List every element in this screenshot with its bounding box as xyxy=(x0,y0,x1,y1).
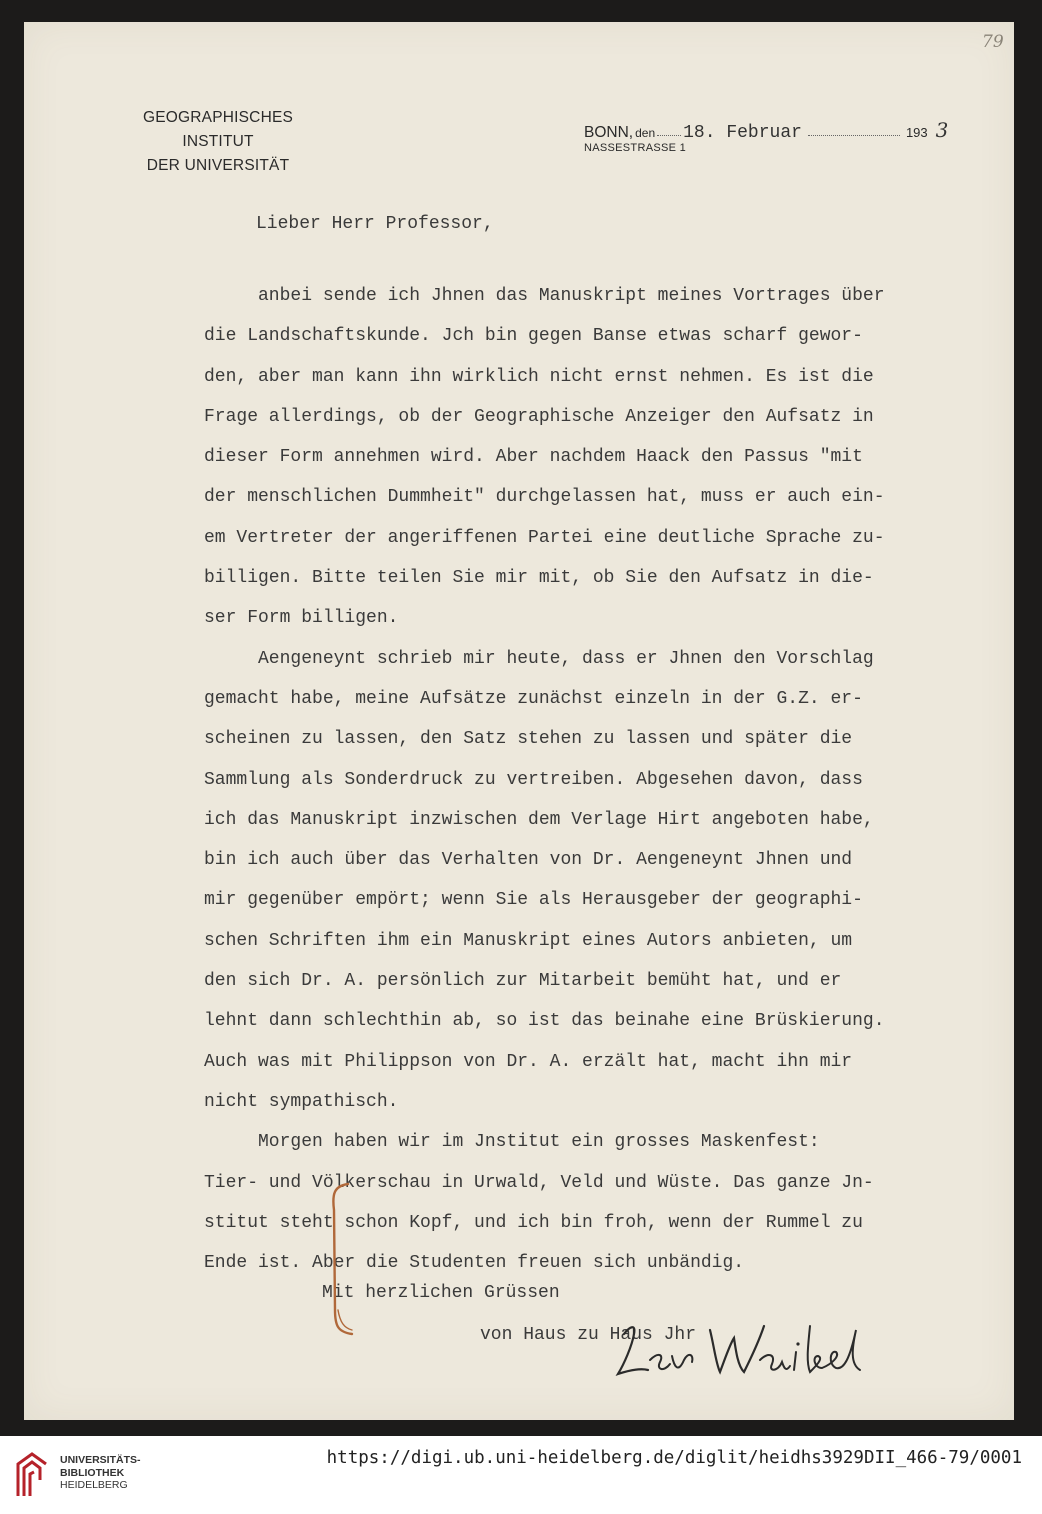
letter-sheet xyxy=(24,22,1014,1420)
closing: Mit herzlichen Grüssen xyxy=(322,1283,560,1303)
letter-line: den, aber man kann ihn wirklich nicht ernst nehmen. Es ist die xyxy=(204,366,874,387)
dotted-rule xyxy=(808,135,900,136)
letter-line: die Landschaftskunde. Jch bin gegen Banse etwas scharf gewor- xyxy=(204,326,863,347)
dotted-rule xyxy=(657,135,681,136)
letter-line: scheinen zu lassen, den Satz stehen zu lassen und später die xyxy=(204,729,853,750)
letter-line: den sich Dr. A. persönlich zur Mitarbeit bemüht hat, und er xyxy=(204,971,842,992)
letter-line: der menschlichen Dummheit" durchgelassen hat, muss er auch ein- xyxy=(204,487,885,508)
valediction: von Haus zu Haus Jhr xyxy=(480,1325,697,1345)
letterhead-line1: GEOGRAPHISCHES INSTITUT xyxy=(142,109,294,150)
dateline-street: NASSESTRASSE 1 xyxy=(584,142,687,154)
letter-line: nicht sympathisch. xyxy=(204,1091,399,1112)
dateline-year-digit: 3 xyxy=(935,118,949,142)
letter-line: em Vertreter der angeriffenen Partei eine deutliche Sprache zu- xyxy=(204,527,885,548)
bracket-mark-icon xyxy=(322,1180,358,1340)
letter-line: anbei sende ich Jhnen das Manuskript meines Vortrages über xyxy=(204,286,885,306)
letter-line: bin ich auch über das Verhalten von Dr. Aengeneynt Jhnen und xyxy=(204,850,853,871)
dateline-den: den xyxy=(635,126,656,140)
letter-line: billigen. Bitte teilen Sie mir mit, ob Sie den Aufsatz in die- xyxy=(204,568,874,589)
dateline-year-prefix: 193 xyxy=(905,125,928,140)
letter-line: ser Form billigen. xyxy=(204,608,399,629)
letterhead xyxy=(108,106,328,178)
letter-line: Ende ist. Aber die Studenten freuen sich unbändig. xyxy=(204,1253,745,1274)
signature-handwriting-icon xyxy=(610,1316,880,1386)
source-url-link[interactable]: https://digi.ub.uni-heidelberg.de/diglit/heidhs3929DII_466-79/0001 xyxy=(326,1448,1022,1468)
letter-line: dieser Form annehmen wird. Aber nachdem Haack den Passus "mit xyxy=(204,447,863,468)
dateline xyxy=(584,118,948,154)
letter-line: lehnt dann schlechthin ab, so ist das beinahe eine Brüskierung. xyxy=(204,1011,885,1032)
letter-line: gemacht habe, meine Aufsätze zunächst einzeln in der G.Z. er- xyxy=(204,688,863,709)
library-name-line3: HEIDELBERG xyxy=(60,1479,128,1491)
letter-line: Tier- und Völkerschau in Urwald, Veld und Wüste. Das ganze Jn- xyxy=(204,1172,874,1193)
letter-line: mir gegenüber empört; wenn Sie als Herausgeber der geographi- xyxy=(204,890,863,911)
page-number: 79 xyxy=(982,32,1004,52)
letter-line: stitut steht schon Kopf, und ich bin froh, wenn der Rummel zu xyxy=(204,1212,863,1233)
letter-line: Morgen haben wir im Jnstitut ein grosses Maskenfest: xyxy=(204,1132,820,1153)
footer-bar xyxy=(0,1436,1042,1514)
letter-line: Sammlung als Sonderdruck zu vertreiben. Abgesehen davon, dass xyxy=(204,769,863,790)
signature xyxy=(610,1316,880,1390)
letter-line: Frage allerdings, ob der Geographische Anzeiger den Aufsatz in xyxy=(204,406,874,427)
letter-line: schen Schriften ihm ein Manuskript eines Autors anbieten, um xyxy=(204,930,853,951)
dateline-city: BONN, xyxy=(584,124,634,141)
letter-line: ich das Manuskript inzwischen dem Verlage Hirt angeboten habe, xyxy=(204,809,874,830)
letter-line: Auch was mit Philippson von Dr. A. erzält hat, macht ihn mir xyxy=(204,1051,853,1072)
dateline-date: 18. Februar xyxy=(683,123,802,143)
salutation: Lieber Herr Professor, xyxy=(256,214,494,234)
letter-body xyxy=(204,276,1004,1283)
letter-line: Aengeneynt schrieb mir heute, dass er Jhnen den Vorschlag xyxy=(204,648,874,669)
library-name-line2: BIBLIOTHEK xyxy=(60,1466,125,1479)
library-logo-icon xyxy=(12,1450,52,1500)
library-name-line1: UNIVERSITÄTS- xyxy=(60,1454,141,1466)
library-name xyxy=(60,1454,141,1492)
letterhead-line2: DER UNIVERSITÄT xyxy=(146,157,290,174)
